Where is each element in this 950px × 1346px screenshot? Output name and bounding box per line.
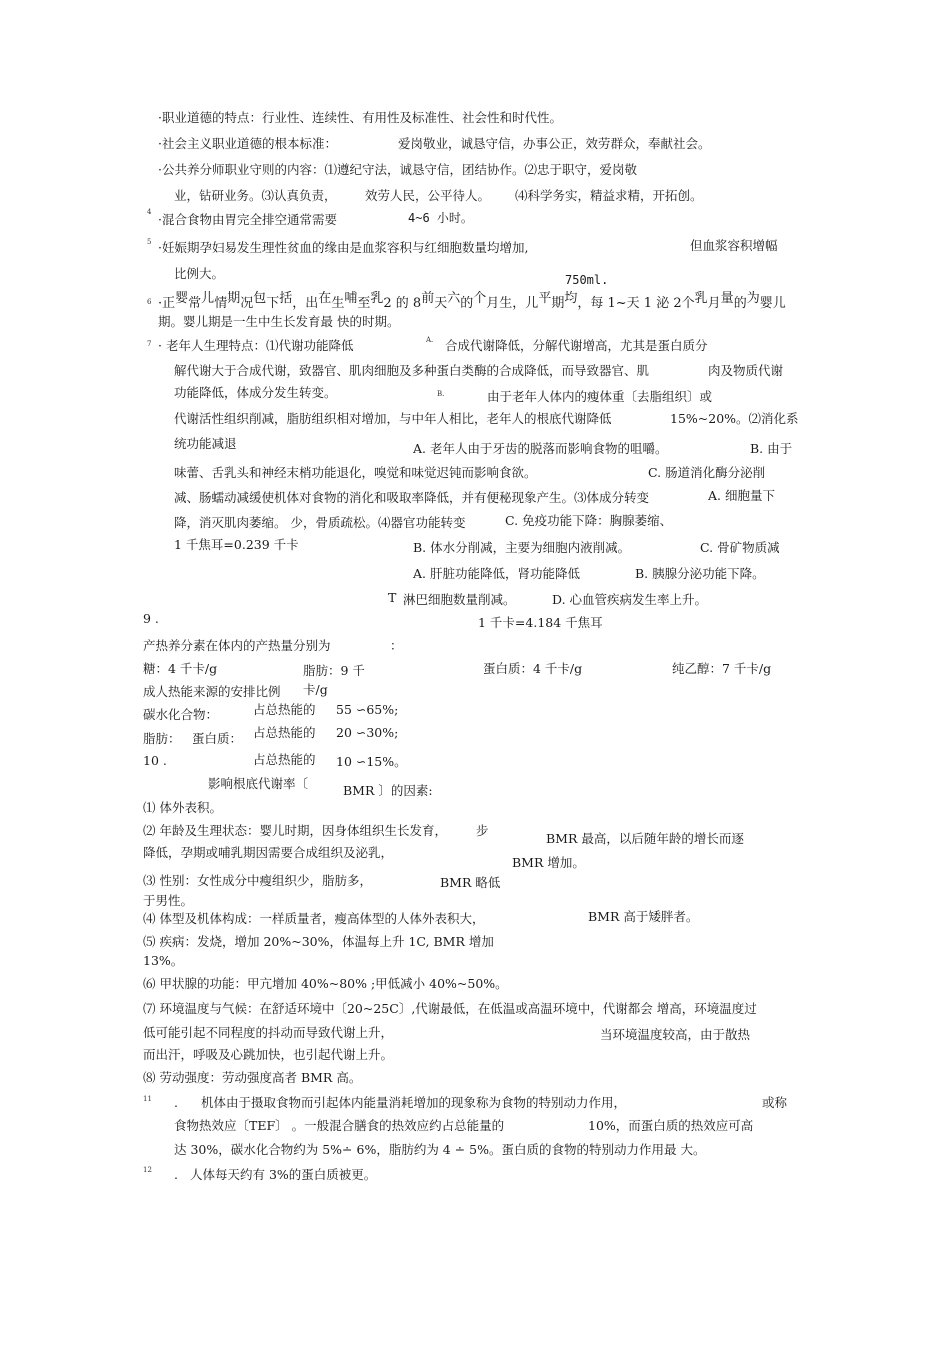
text-fragment: 婴儿: [759, 296, 786, 311]
text-line: .: [174, 1095, 178, 1110]
text-line: A. 细胞量下: [708, 488, 775, 503]
text-line: ·混合食物由胃完全排空通常需要: [158, 212, 337, 227]
text-fragment: 均: [564, 291, 578, 306]
text-line: 效劳人民，公平待人。: [365, 188, 491, 203]
text-line: .: [174, 1167, 178, 1182]
text-fragment: 括: [279, 291, 293, 306]
text-line: 减、肠蠕动减缓使机体对食物的消化和吸取率降低，并有便秘现象产生。⑶体成分转变: [174, 490, 650, 505]
text-fragment: ，儿: [512, 296, 539, 311]
text-line: 降，消灭肌肉萎缩。 少，骨质疏松。⑷器官功能转变: [174, 515, 466, 530]
text-line: 机体由于摄取食物而引起体内能量消耗增加的现象称为食物的特别动力作用，: [201, 1095, 627, 1110]
text-line: 750ml.: [565, 273, 609, 287]
text-line: BMR 略低: [440, 875, 501, 890]
text-line: 20 ∽30%;: [336, 725, 399, 740]
text-fragment: 期: [551, 296, 565, 311]
text-line: ⑵ 年龄及生理状态：婴儿时期，因身体组织生长发育，: [143, 823, 447, 838]
text-line: 影响根底代谢率〔: [208, 776, 309, 791]
text-line: A. 老年人由于牙齿的脱落而影响食物的咀嚼。: [413, 441, 668, 456]
text-fragment: 天: [434, 296, 448, 311]
text-line: ⑻ 劳动强度：劳动强度高者 BMR 高。: [143, 1070, 362, 1085]
text-line: 降低，孕期或哺乳期因需要合成组织及泌乳，: [143, 845, 394, 860]
text-line: BMR 〕的因素:: [343, 783, 433, 798]
text-line: 15%~20%。⑵消化系: [670, 411, 799, 426]
text-line: 1 千卡=4.184 千焦耳: [478, 615, 603, 630]
text-fragment: 情: [214, 296, 228, 311]
text-line: 肉及物质代谢: [708, 363, 784, 378]
text-line: 代谢活性组织削减，脂肪组织相对增加，与中年人相比，老年人的根底代谢降低: [174, 411, 612, 426]
text-line: ⑶ 性别：女性成分中瘦组织少，脂肪多，: [143, 873, 372, 888]
text-line: 纯乙醇：7 千卡/g: [672, 661, 772, 676]
text-fragment: 常: [188, 296, 202, 311]
text-fragment: ，: [577, 296, 591, 311]
text-fragment: 期: [227, 291, 241, 306]
text-line: 占总热能的: [253, 752, 316, 767]
text-line: 蛋白质：: [192, 731, 243, 746]
text-line: 淋巴细胞数量削减。: [403, 592, 516, 607]
text-line: 业，钻研业务。⑶认真负责，: [174, 188, 337, 203]
text-fragment: 个: [473, 291, 487, 306]
item-number: 12: [143, 1166, 152, 1174]
text-line: BMR 高于矮胖者。: [588, 909, 699, 924]
sub-marker: B.: [437, 390, 445, 398]
text-line: ⑷ 体型及机体构成：一样质量者，瘦高体型的人体外表积大，: [143, 911, 485, 926]
text-fragment: 月: [707, 296, 721, 311]
text-line: 卡/g: [303, 682, 328, 697]
text-line: 爱岗敬业，诚恳守信，办事公正，效劳群众，奉献社会。: [398, 136, 711, 151]
text-fragment: 为: [746, 291, 760, 306]
text-line: 而出汗，呼吸及心跳加快，也引起代谢上升。: [143, 1047, 394, 1062]
text-fragment: 生: [331, 296, 345, 311]
text-line: 55 ∽65%;: [336, 702, 399, 717]
text-fragment: 生: [499, 296, 513, 311]
text-fragment: 六: [447, 291, 461, 306]
sub-marker: A.: [426, 336, 434, 344]
text-fragment: 的: [460, 296, 474, 311]
text-line: 达 30%，碳水化合物约为 5%∸ 6%，脂肪约为 4 ∸ 5%。蛋白质的食物的特别动力作用最 大。: [174, 1142, 706, 1157]
text-line: 由于老年人体内的瘦体重〔去脂组织〕或: [487, 389, 713, 404]
text-line: 10 ∽15%。: [336, 754, 407, 769]
text-fragment: 婴: [175, 291, 189, 306]
text-line: 食物热效应〔TEF〕 。一般混合膳食的热效应约占总能量的: [174, 1118, 505, 1133]
text-line: 1 千焦耳=0.239 千卡: [174, 537, 299, 552]
text-line: ：: [390, 638, 403, 653]
text-fragment: 乳: [370, 291, 384, 306]
text-line: 占总热能的: [253, 702, 316, 717]
text-line: B. 体水分削减，主要为细胞内液削减。: [413, 540, 631, 555]
text-fragment: 至: [357, 296, 371, 311]
text-fragment: 平: [538, 291, 552, 306]
item-number: 5: [147, 238, 152, 246]
text-line: 蛋白质：4 千卡/g: [483, 661, 583, 676]
text-line: 碳水化合物：: [143, 707, 219, 722]
text-line: 占总热能的: [253, 725, 316, 740]
item-number: 11: [143, 1095, 152, 1103]
text-fragment: 月: [486, 296, 500, 311]
text-fragment: ·正: [158, 296, 176, 311]
text-line: 10%，而蛋白质的热效应可高: [588, 1118, 754, 1133]
text-fragment: 个: [681, 296, 695, 311]
text-line: 脂肪：: [143, 731, 181, 746]
text-line: 4~6 小时。: [408, 211, 473, 225]
text-fragment: 前: [421, 291, 435, 306]
text-line: ·妊娠期孕妇易发生理性贫血的缘由是血浆容积与红细胞数量均增加,: [158, 240, 529, 255]
text-line: 统功能减退: [174, 436, 237, 451]
text-line: ⑹ 甲状腺的功能：甲亢增加 40%~80% ;甲低减小 40%~50%。: [143, 976, 508, 991]
text-line: ·职业道德的特点：行业性、连续性、有用性及标准性、社会性和时代性。: [158, 110, 562, 125]
item-number: 7: [147, 340, 152, 348]
text-fragment: 儿: [201, 291, 215, 306]
text-line: 当环境温度较高，由于散热: [600, 1027, 751, 1042]
text-line: BMR 最高，以后随年龄的增长而逐: [546, 831, 744, 846]
text-fragment: 哺: [344, 291, 358, 306]
text-line: 人体每天约有 3%的蛋白质被更。: [190, 1167, 377, 1182]
item-number: 9 .: [143, 611, 159, 626]
text-fragment: 2 的 8: [383, 296, 422, 311]
text-line: 步: [476, 823, 489, 838]
text-line: 但血浆容积增幅: [690, 238, 778, 253]
text-fragment: 量: [720, 291, 734, 306]
text-fragment: 乳: [694, 291, 708, 306]
text-line: B. 胰腺分泌功能下降。: [635, 566, 765, 581]
text-line: 成人热能来源的安排比例: [143, 684, 281, 699]
text-line: 糖：4 千卡/g: [143, 661, 218, 676]
text-line: 功能降低，体成分发生转变。: [174, 385, 337, 400]
text-fragment: 每 1~天 1 泌 2: [590, 296, 682, 311]
text-line: C. 骨矿物质减: [700, 540, 780, 555]
text-line: 产热养分素在体内的产热量分别为: [143, 638, 331, 653]
text-line: · 老年人生理特点：⑴代谢功能降低: [158, 338, 354, 353]
text-line: BMR 增加。: [512, 855, 585, 870]
text-line: 脂肪：9 千: [303, 663, 365, 678]
text-fragment: 的: [733, 296, 747, 311]
text-fragment: 包: [253, 291, 267, 306]
text-fragment: 况: [240, 296, 254, 311]
item-number: 6: [147, 298, 152, 306]
text-line: ⑸ 疾病：发烧，增加 20%~30%，体温每上升 1C, BMR 增加: [143, 934, 494, 949]
text-line: ⑺ 环境温度与气候：在舒适环境中〔20~25C〕,代谢最低，在低温或高温环境中，代谢都会 增高，环境温度过: [143, 1001, 757, 1016]
text-fragment: 下: [266, 296, 280, 311]
text-line: [158, 291, 786, 312]
text-line: 或称: [762, 1095, 788, 1110]
text-fragment: ，出: [292, 296, 319, 311]
text-line: T: [388, 590, 397, 605]
text-fragment: 在: [318, 291, 332, 306]
text-line: 10 .: [143, 753, 167, 768]
text-line: 低可能引起不同程度的抖动而导致代谢上升，: [143, 1025, 394, 1040]
text-line: 解代谢大于合成代谢，致器官、肌肉细胞及多种蛋白类酶的合成降低，而导致器官、肌: [174, 363, 650, 378]
item-number: 4: [147, 208, 152, 216]
text-line: ·社会主义职业道德的根本标准：: [158, 136, 337, 151]
text-line: 13%。: [143, 953, 184, 968]
text-line: 比例大。: [174, 266, 225, 281]
text-line: ⑷科学务实，精益求精，开拓创。: [515, 188, 703, 203]
text-line: C. 免疫功能下降：胸腺萎缩、: [505, 513, 673, 528]
text-line: B. 由于: [750, 441, 793, 456]
text-line: C. 肠道消化酶分泌削: [648, 465, 766, 480]
text-line: 期。婴儿期是一生中生长发育最 快的时期。: [158, 314, 400, 329]
text-line: D. 心血管疾病发生率上升。: [552, 592, 708, 607]
text-line: 味蕾、舌乳头和神经末梢功能退化，嗅觉和味觉迟钝而影响食欲。: [174, 465, 537, 480]
text-line: ⑴ 体外表积。: [143, 800, 222, 815]
text-line: 合成代谢降低，分解代谢增高，尤其是蛋白质分: [445, 338, 708, 353]
text-line: 于男性。: [143, 893, 194, 908]
text-line: ·公共养分师职业守则的内容：⑴遵纪守法，诚恳守信，团结协作。⑵忠于职守，爱岗敬: [158, 162, 637, 177]
text-line: A. 肝脏功能降低，肾功能降低: [413, 566, 580, 581]
